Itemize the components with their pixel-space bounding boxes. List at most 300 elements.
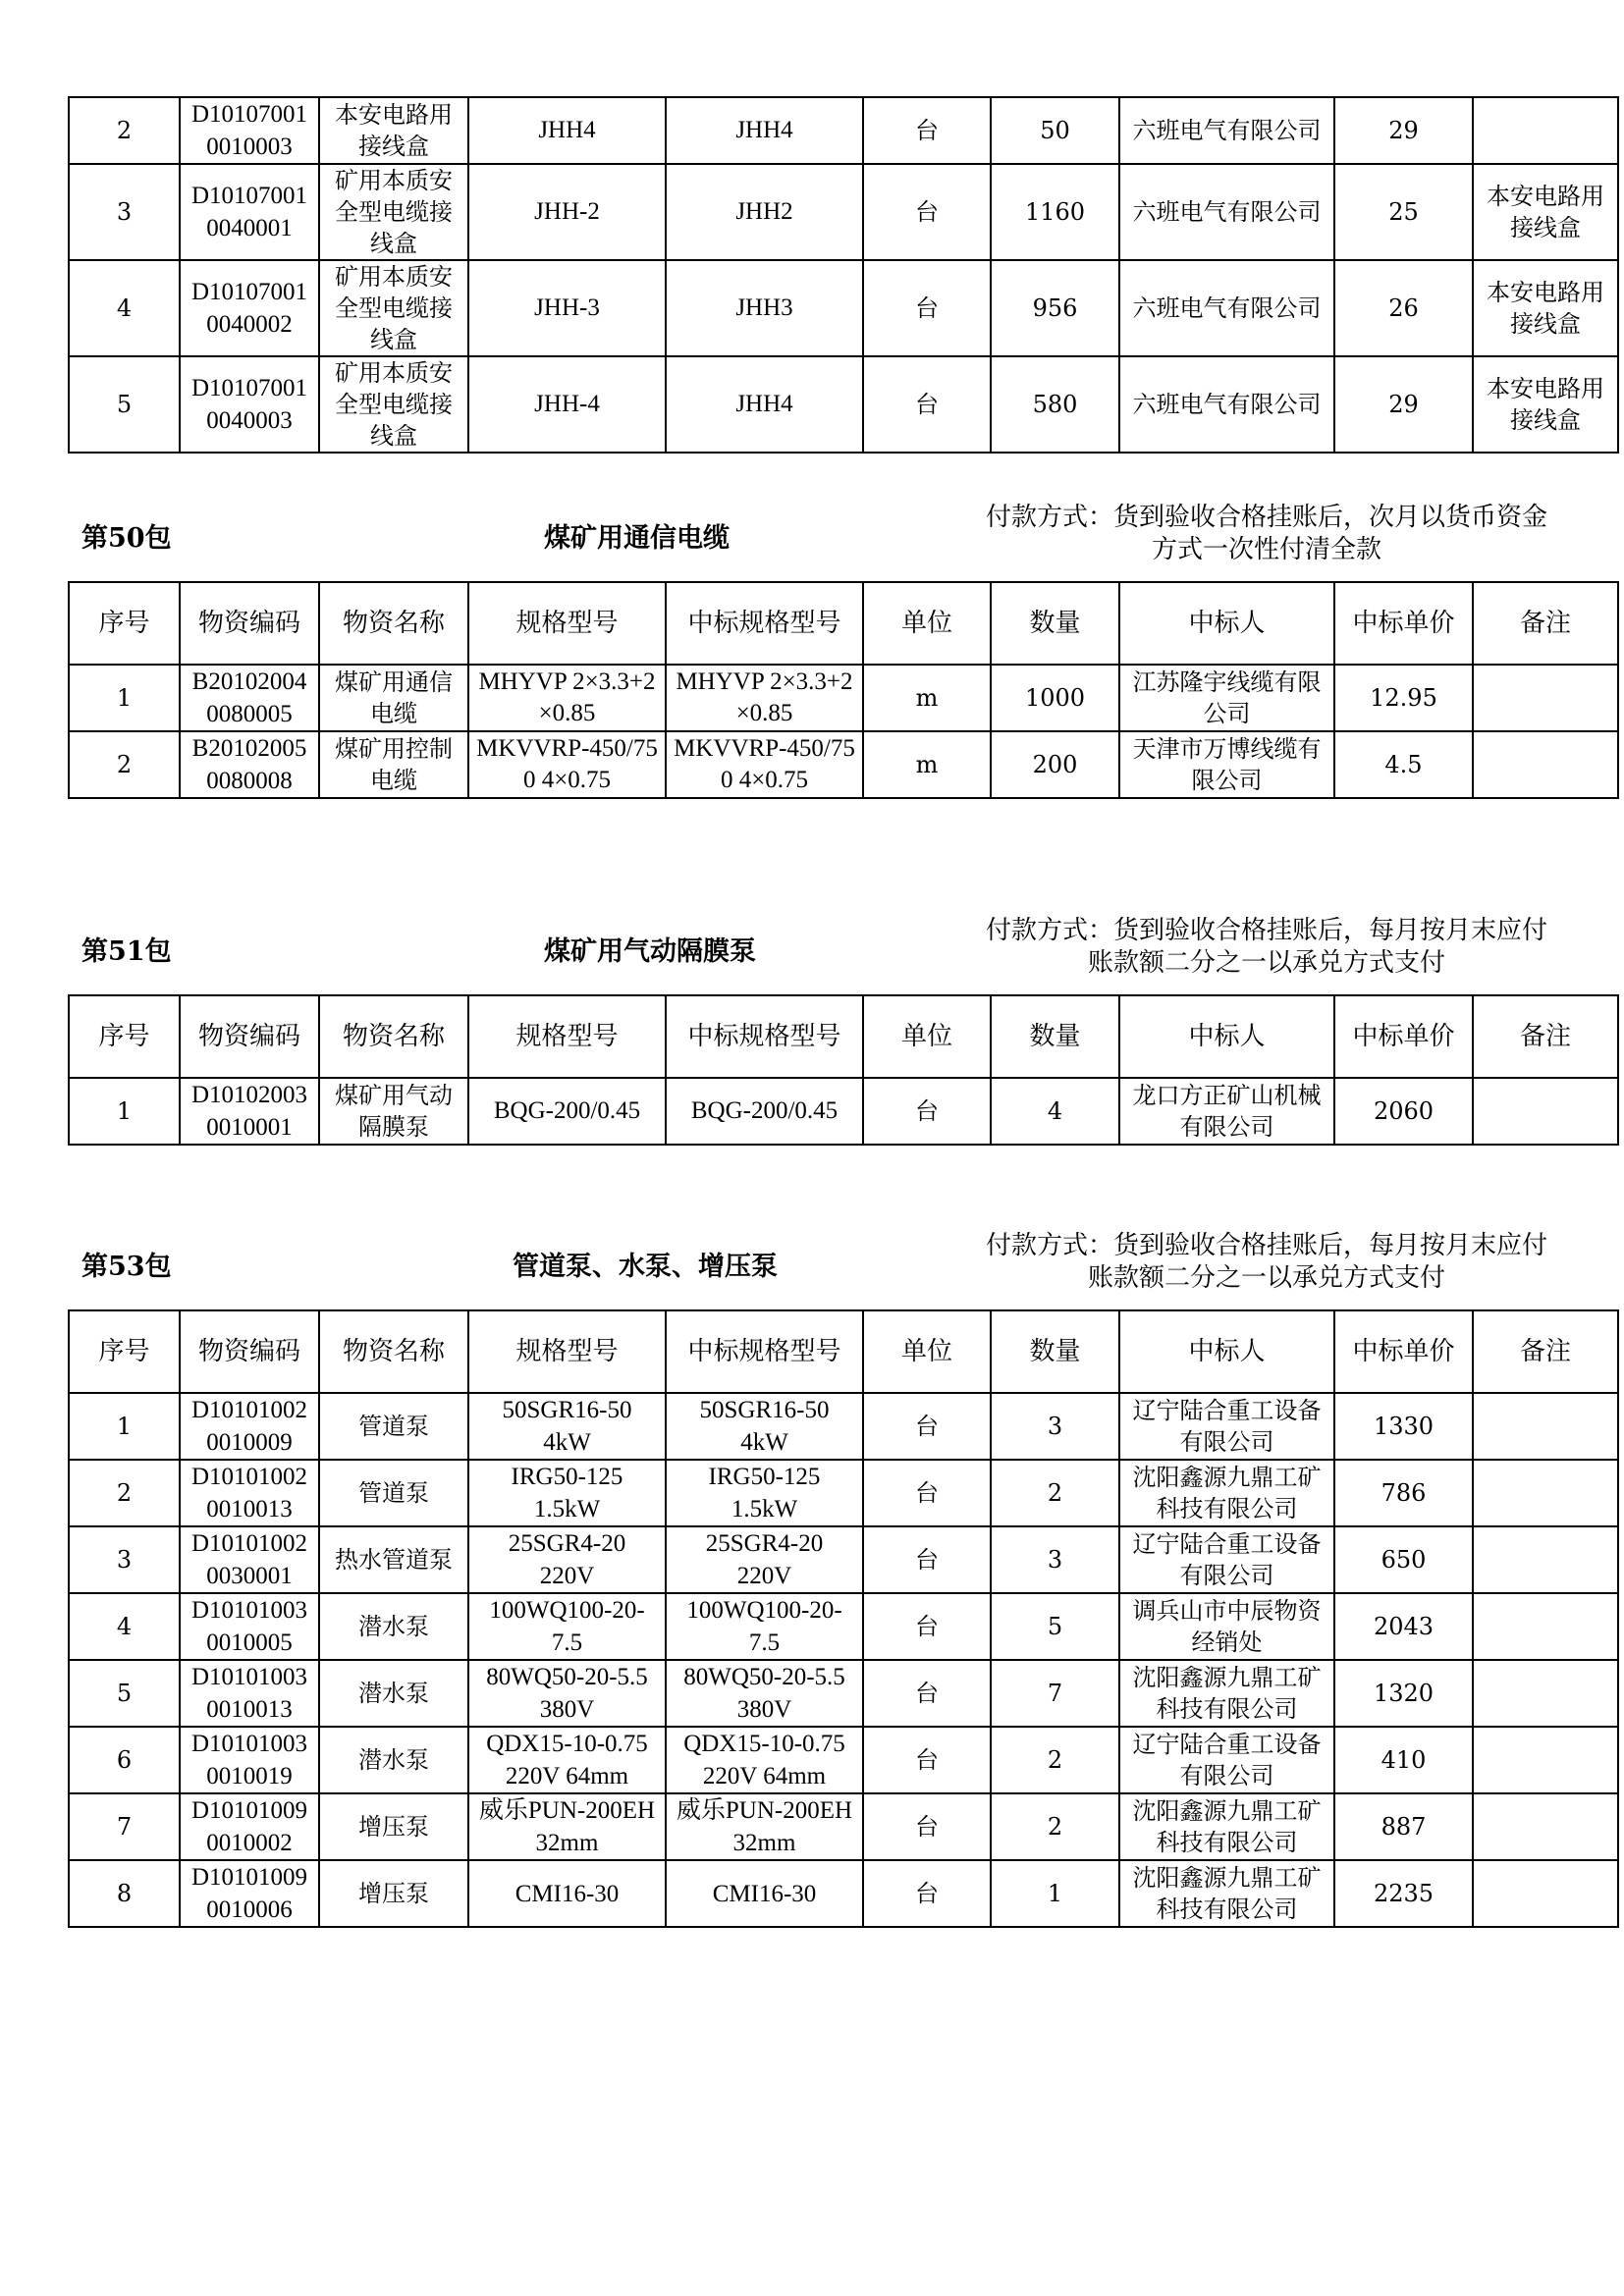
cell-text: m <box>915 683 939 712</box>
cell-text: 2 <box>1047 1812 1063 1841</box>
cell-line: 4kW <box>543 1429 591 1456</box>
table-continued <box>68 96 1619 454</box>
unit-cell <box>863 1660 991 1727</box>
winner-cell <box>1119 260 1334 356</box>
winner-cell <box>1119 1078 1334 1145</box>
column-header: 数量 <box>991 995 1119 1078</box>
seq-cell <box>69 260 180 356</box>
cell-line: 25SGR4-20 <box>705 1530 824 1557</box>
cell-text: JHH4 <box>735 391 793 417</box>
unit-cell <box>863 97 991 164</box>
cell-text: JHH-3 <box>534 294 600 321</box>
column-header: 中标规格型号 <box>666 995 863 1078</box>
name-cell <box>319 1727 468 1793</box>
price-cell <box>1334 1860 1473 1927</box>
spec-cell <box>468 731 666 798</box>
code-cell <box>180 1593 319 1660</box>
name-cell <box>319 1460 468 1526</box>
price-cell <box>1334 164 1473 260</box>
name-cell <box>319 1793 468 1860</box>
cell-line: QDX15-10-0.75 <box>486 1731 648 1757</box>
note-cell <box>1473 1793 1618 1860</box>
cell-line: D10107001 <box>190 375 308 401</box>
cell-line: IRG50-125 <box>511 1464 623 1490</box>
code-cell <box>180 1727 319 1793</box>
cell-line: 4kW <box>740 1429 788 1456</box>
table-row <box>69 731 1618 798</box>
cell-text: 650 <box>1380 1545 1427 1574</box>
price-cell <box>1334 97 1473 164</box>
cell-line: 7.5 <box>551 1629 583 1656</box>
column-header: 序号 <box>69 1310 180 1393</box>
qty-cell <box>991 164 1119 260</box>
cell-text: 26 <box>1388 294 1419 322</box>
cell-line: 32mm <box>732 1830 796 1856</box>
bid-spec-cell <box>666 1860 863 1927</box>
cell-text: 3 <box>116 1545 133 1574</box>
spec-cell <box>468 665 666 731</box>
table-row <box>69 1078 1618 1145</box>
table-row <box>69 1860 1618 1927</box>
cell-text: 台 <box>915 390 939 418</box>
payment-line: 账款额二分之一以承兑方式支付 <box>1087 1263 1445 1293</box>
cell-text: 3 <box>1047 1545 1063 1574</box>
cell-text: 1 <box>1047 1879 1063 1907</box>
cell-text: 7 <box>116 1812 133 1841</box>
cell-text: BQG-200/0.45 <box>690 1097 839 1124</box>
qty-cell <box>991 1460 1119 1526</box>
price-cell <box>1334 1393 1473 1460</box>
cell-text: 辽宁陆合重工设备有限公司 <box>1132 1397 1322 1456</box>
name-cell <box>319 1393 468 1460</box>
cell-text: 12.95 <box>1370 683 1437 712</box>
cell-text: 六班电气有限公司 <box>1132 294 1322 322</box>
cell-line: 0010013 <box>206 1496 293 1522</box>
cell-line: 0010019 <box>206 1763 293 1789</box>
cell-line: 0010002 <box>206 1830 293 1856</box>
cell-text: 2 <box>116 750 133 778</box>
cell-text: JHH-2 <box>534 198 600 225</box>
cell-text: 台 <box>915 1612 939 1640</box>
note-cell <box>1473 97 1618 164</box>
cell-text: 本安电路用接线盒 <box>1487 375 1604 434</box>
price-cell <box>1334 1660 1473 1727</box>
cell-text: 1000 <box>1024 683 1086 712</box>
cell-text: JHH2 <box>735 198 793 225</box>
column-header: 单位 <box>863 1310 991 1393</box>
code-cell <box>180 1793 319 1860</box>
cell-text: 煤矿用通信电缆 <box>335 668 453 727</box>
cell-text: 煤矿用控制电缆 <box>335 735 453 794</box>
name-cell <box>319 1660 468 1727</box>
cell-text: BQG-200/0.45 <box>493 1097 641 1124</box>
cell-text: 六班电气有限公司 <box>1132 117 1322 144</box>
cell-text: 410 <box>1380 1745 1427 1774</box>
cell-text: 956 <box>1032 294 1078 322</box>
package-50-payment <box>952 502 1581 566</box>
bid-spec-cell <box>666 665 863 731</box>
name-cell <box>319 356 468 453</box>
code-cell <box>180 1860 319 1927</box>
cell-text: MHYVP 2×3.3+2×0.85 <box>676 668 853 726</box>
cell-line: QDX15-10-0.75 <box>683 1731 845 1757</box>
cell-line: CMI16-30 <box>514 1880 620 1907</box>
column-header: 物资名称 <box>319 995 468 1078</box>
qty-cell <box>991 97 1119 164</box>
cell-line: D10101003 <box>190 1731 308 1757</box>
qty-cell <box>991 1393 1119 1460</box>
header-row <box>69 582 1618 665</box>
cell-text: 辽宁陆合重工设备有限公司 <box>1132 1530 1322 1589</box>
cell-text: 6 <box>116 1745 133 1774</box>
price-cell <box>1334 1460 1473 1526</box>
cell-text: 本安电路用接线盒 <box>1487 279 1604 338</box>
winner-cell <box>1119 356 1334 453</box>
table-row <box>69 356 1618 453</box>
seq-cell <box>69 1078 180 1145</box>
cell-line: D10102003 <box>190 1082 308 1108</box>
cell-text: 沈阳鑫源九鼎工矿科技有限公司 <box>1132 1864 1322 1923</box>
cell-text: 5 <box>116 1679 133 1707</box>
column-header: 单位 <box>863 995 991 1078</box>
cell-text: MHYVP 2×3.3+2×0.85 <box>478 668 656 726</box>
cell-text: 矿用本质安全型电缆接线盒 <box>335 263 453 353</box>
winner-cell <box>1119 1526 1334 1593</box>
cell-text: 台 <box>915 197 939 226</box>
note-cell <box>1473 1078 1618 1145</box>
bid-spec-cell <box>666 1660 863 1727</box>
qty-cell <box>991 1793 1119 1860</box>
unit-cell <box>863 1593 991 1660</box>
cell-text: 5 <box>116 390 133 418</box>
table-row <box>69 164 1618 260</box>
cell-line: 0080008 <box>206 768 293 794</box>
seq-cell <box>69 731 180 798</box>
qty-cell <box>991 1526 1119 1593</box>
cell-text: 2235 <box>1373 1879 1435 1907</box>
payment-line: 账款额二分之一以承兑方式支付 <box>1087 948 1445 978</box>
spec-cell <box>468 1460 666 1526</box>
payment-line: 方式一次性付清全款 <box>1151 535 1381 564</box>
column-header: 数量 <box>991 582 1119 665</box>
qty-cell <box>991 1660 1119 1727</box>
name-cell <box>319 665 468 731</box>
price-cell <box>1334 260 1473 356</box>
price-cell <box>1334 1078 1473 1145</box>
cell-text: 增压泵 <box>358 1880 429 1907</box>
cell-line: 威乐PUN-200EH <box>478 1797 656 1824</box>
package-53-name: 管道泵、水泵、增压泵 <box>513 1252 778 1282</box>
spec-cell <box>468 1393 666 1460</box>
cell-line: B20102005 <box>191 735 307 762</box>
cell-text: 潜水泵 <box>358 1746 429 1774</box>
price-cell <box>1334 1793 1473 1860</box>
cell-line: 50SGR16-50 <box>699 1397 830 1423</box>
cell-text: 六班电气有限公司 <box>1132 391 1322 418</box>
cell-text: 5 <box>1047 1612 1063 1640</box>
column-header: 规格型号 <box>468 582 666 665</box>
winner-cell <box>1119 1727 1334 1793</box>
cell-line: 威乐PUN-200EH <box>676 1797 853 1824</box>
table-row <box>69 1460 1618 1526</box>
header-row <box>69 1310 1618 1393</box>
table-package-51 <box>68 994 1619 1146</box>
table-row <box>69 1660 1618 1727</box>
winner-cell <box>1119 1593 1334 1660</box>
cell-line: 100WQ100-20- <box>489 1597 645 1624</box>
cell-line: 220V 64mm <box>505 1763 629 1789</box>
bid-spec-cell <box>666 1393 863 1460</box>
spec-cell <box>468 1660 666 1727</box>
cell-text: 台 <box>915 1745 939 1774</box>
code-cell <box>180 1660 319 1727</box>
cell-text: 786 <box>1380 1478 1427 1507</box>
cell-text: MKVVRP-450/750 4×0.75 <box>674 735 855 793</box>
seq-cell <box>69 1393 180 1460</box>
winner-cell <box>1119 1793 1334 1860</box>
table-row <box>69 665 1618 731</box>
cell-line: D10101003 <box>190 1597 308 1624</box>
note-cell <box>1473 665 1618 731</box>
unit-cell <box>863 731 991 798</box>
spec-cell <box>468 260 666 356</box>
column-header: 中标单价 <box>1334 995 1473 1078</box>
cell-line: CMI16-30 <box>712 1880 817 1907</box>
table-row <box>69 1727 1618 1793</box>
note-cell <box>1473 1593 1618 1660</box>
name-cell <box>319 1078 468 1145</box>
header-row <box>69 995 1618 1078</box>
winner-cell <box>1119 1460 1334 1526</box>
cell-text: 200 <box>1032 750 1078 778</box>
package-51-name: 煤矿用气动隔膜泵 <box>544 936 756 967</box>
cell-text: 3 <box>116 197 133 226</box>
cell-text: 7 <box>1047 1679 1063 1707</box>
cell-text: 台 <box>915 1478 939 1507</box>
cell-text: 天津市万博线缆有限公司 <box>1132 735 1322 794</box>
cell-line: D10107001 <box>190 183 308 209</box>
qty-cell <box>991 665 1119 731</box>
cell-text: 管道泵 <box>358 1479 429 1507</box>
cell-text: JHH4 <box>538 117 596 143</box>
cell-line: 220V <box>736 1563 792 1589</box>
winner-cell <box>1119 665 1334 731</box>
cell-text: 1160 <box>1024 197 1086 226</box>
code-cell <box>180 97 319 164</box>
cell-text: 增压泵 <box>358 1813 429 1841</box>
cell-text: 2 <box>1047 1478 1063 1507</box>
unit-cell <box>863 164 991 260</box>
cell-text: 2 <box>116 116 133 144</box>
price-cell <box>1334 1727 1473 1793</box>
note-cell <box>1473 1393 1618 1460</box>
column-header: 中标单价 <box>1334 1310 1473 1393</box>
cell-text: 调兵山市中辰物资经销处 <box>1132 1597 1322 1656</box>
bid-spec-cell <box>666 356 863 453</box>
qty-cell <box>991 1078 1119 1145</box>
payment-line: 付款方式：货到验收合格挂账后，每月按月末应付 <box>985 916 1547 945</box>
name-cell <box>319 731 468 798</box>
seq-cell <box>69 164 180 260</box>
name-cell <box>319 1593 468 1660</box>
cell-line: D10101002 <box>190 1397 308 1423</box>
column-header: 备注 <box>1473 995 1618 1078</box>
package-53-payment <box>952 1230 1581 1295</box>
code-cell <box>180 1078 319 1145</box>
cell-text: 4 <box>1047 1096 1063 1125</box>
cell-line: 25SGR4-20 <box>508 1530 626 1557</box>
column-header: 备注 <box>1473 582 1618 665</box>
cell-text: 2043 <box>1373 1612 1435 1640</box>
column-header: 序号 <box>69 995 180 1078</box>
cell-text: 1 <box>116 1412 133 1440</box>
cell-text: 2 <box>1047 1745 1063 1774</box>
cell-line: D10107001 <box>190 279 308 305</box>
winner-cell <box>1119 731 1334 798</box>
seq-cell <box>69 1660 180 1727</box>
name-cell <box>319 1526 468 1593</box>
cell-text: 台 <box>915 1879 939 1907</box>
cell-text: 潜水泵 <box>358 1613 429 1640</box>
table-row <box>69 260 1618 356</box>
column-header: 单位 <box>863 582 991 665</box>
cell-line: 0040002 <box>206 311 293 338</box>
cell-text: JHH4 <box>735 117 793 143</box>
column-header: 中标规格型号 <box>666 582 863 665</box>
column-header: 物资名称 <box>319 1310 468 1393</box>
cell-text: 4 <box>116 294 133 322</box>
column-header: 物资编码 <box>180 995 319 1078</box>
bid-spec-cell <box>666 97 863 164</box>
seq-cell <box>69 1593 180 1660</box>
cell-text: 1 <box>116 683 133 712</box>
note-cell <box>1473 1860 1618 1927</box>
cell-text: 50 <box>1040 116 1070 144</box>
qty-cell <box>991 356 1119 453</box>
code-cell <box>180 1393 319 1460</box>
cell-line: 80WQ50-20-5.5 <box>486 1664 648 1690</box>
column-header: 中标人 <box>1119 1310 1334 1393</box>
cell-text: 29 <box>1388 116 1419 144</box>
name-cell <box>319 260 468 356</box>
cell-text: 1320 <box>1373 1679 1435 1707</box>
note-cell <box>1473 1526 1618 1593</box>
cell-text: 8 <box>116 1879 133 1907</box>
cell-line: 50SGR16-50 <box>502 1397 632 1423</box>
column-header: 规格型号 <box>468 995 666 1078</box>
cell-text: 4 <box>116 1612 133 1640</box>
cell-text: MKVVRP-450/750 4×0.75 <box>476 735 658 793</box>
unit-cell <box>863 356 991 453</box>
cell-text: 沈阳鑫源九鼎工矿科技有限公司 <box>1132 1797 1322 1856</box>
name-cell <box>319 1860 468 1927</box>
cell-text: 江苏隆宇线缆有限公司 <box>1132 668 1322 727</box>
cell-text: 矿用本质安全型电缆接线盒 <box>335 359 453 450</box>
cell-line: 0010001 <box>206 1114 293 1141</box>
cell-text: 本安电路用接线盒 <box>335 101 453 160</box>
cell-text: 六班电气有限公司 <box>1132 198 1322 226</box>
price-cell <box>1334 356 1473 453</box>
code-cell <box>180 1460 319 1526</box>
spec-cell <box>468 164 666 260</box>
column-header: 中标规格型号 <box>666 1310 863 1393</box>
unit-cell <box>863 1860 991 1927</box>
price-cell <box>1334 1593 1473 1660</box>
winner-cell <box>1119 1393 1334 1460</box>
code-cell <box>180 665 319 731</box>
unit-cell <box>863 1793 991 1860</box>
cell-text: 龙口方正矿山机械有限公司 <box>1132 1082 1322 1141</box>
cell-text: 管道泵 <box>358 1413 429 1440</box>
package-50-label: 第50包 <box>81 523 172 554</box>
seq-cell <box>69 1793 180 1860</box>
table-row <box>69 1593 1618 1660</box>
payment-line: 付款方式：货到验收合格挂账后，次月以货币资金 <box>985 503 1547 532</box>
cell-text: 台 <box>915 116 939 144</box>
seq-cell <box>69 97 180 164</box>
bid-spec-cell <box>666 1526 863 1593</box>
code-cell <box>180 356 319 453</box>
note-cell <box>1473 164 1618 260</box>
price-cell <box>1334 731 1473 798</box>
cell-text: 潜水泵 <box>358 1680 429 1707</box>
table-row <box>69 1393 1618 1460</box>
table-package-53 <box>68 1309 1619 1928</box>
column-header: 中标人 <box>1119 582 1334 665</box>
column-header: 备注 <box>1473 1310 1618 1393</box>
spec-cell <box>468 97 666 164</box>
seq-cell <box>69 356 180 453</box>
cell-line: 1.5kW <box>533 1496 601 1522</box>
column-header: 物资编码 <box>180 582 319 665</box>
cell-text: 台 <box>915 1679 939 1707</box>
table-row <box>69 1793 1618 1860</box>
cell-text: 4.5 <box>1384 750 1423 778</box>
cell-text: 台 <box>915 1412 939 1440</box>
cell-text: 沈阳鑫源九鼎工矿科技有限公司 <box>1132 1464 1322 1522</box>
cell-text: JHH3 <box>735 294 793 321</box>
cell-text: 台 <box>915 1545 939 1574</box>
cell-line: D10101002 <box>190 1464 308 1490</box>
winner-cell <box>1119 164 1334 260</box>
cell-text: 煤矿用气动隔膜泵 <box>335 1082 453 1141</box>
cell-line: 0010009 <box>206 1429 293 1456</box>
price-cell <box>1334 665 1473 731</box>
payment-line: 付款方式：货到验收合格挂账后，每月按月末应付 <box>985 1231 1547 1260</box>
package-51-payment <box>952 915 1581 980</box>
column-header: 数量 <box>991 1310 1119 1393</box>
code-cell <box>180 1526 319 1593</box>
winner-cell <box>1119 1660 1334 1727</box>
spec-cell <box>468 1526 666 1593</box>
cell-line: 7.5 <box>748 1629 781 1656</box>
cell-text: 辽宁陆合重工设备有限公司 <box>1132 1731 1322 1789</box>
name-cell <box>319 97 468 164</box>
cell-line: 380V <box>736 1696 792 1723</box>
note-cell <box>1473 356 1618 453</box>
cell-line: 0010013 <box>206 1696 293 1723</box>
code-cell <box>180 260 319 356</box>
winner-cell <box>1119 1860 1334 1927</box>
spec-cell <box>468 356 666 453</box>
seq-cell <box>69 1526 180 1593</box>
cell-line: D10101009 <box>190 1864 308 1891</box>
note-cell <box>1473 731 1618 798</box>
bid-spec-cell <box>666 1593 863 1660</box>
cell-line: D10101002 <box>190 1530 308 1557</box>
cell-line: 220V 64mm <box>702 1763 827 1789</box>
qty-cell <box>991 1593 1119 1660</box>
